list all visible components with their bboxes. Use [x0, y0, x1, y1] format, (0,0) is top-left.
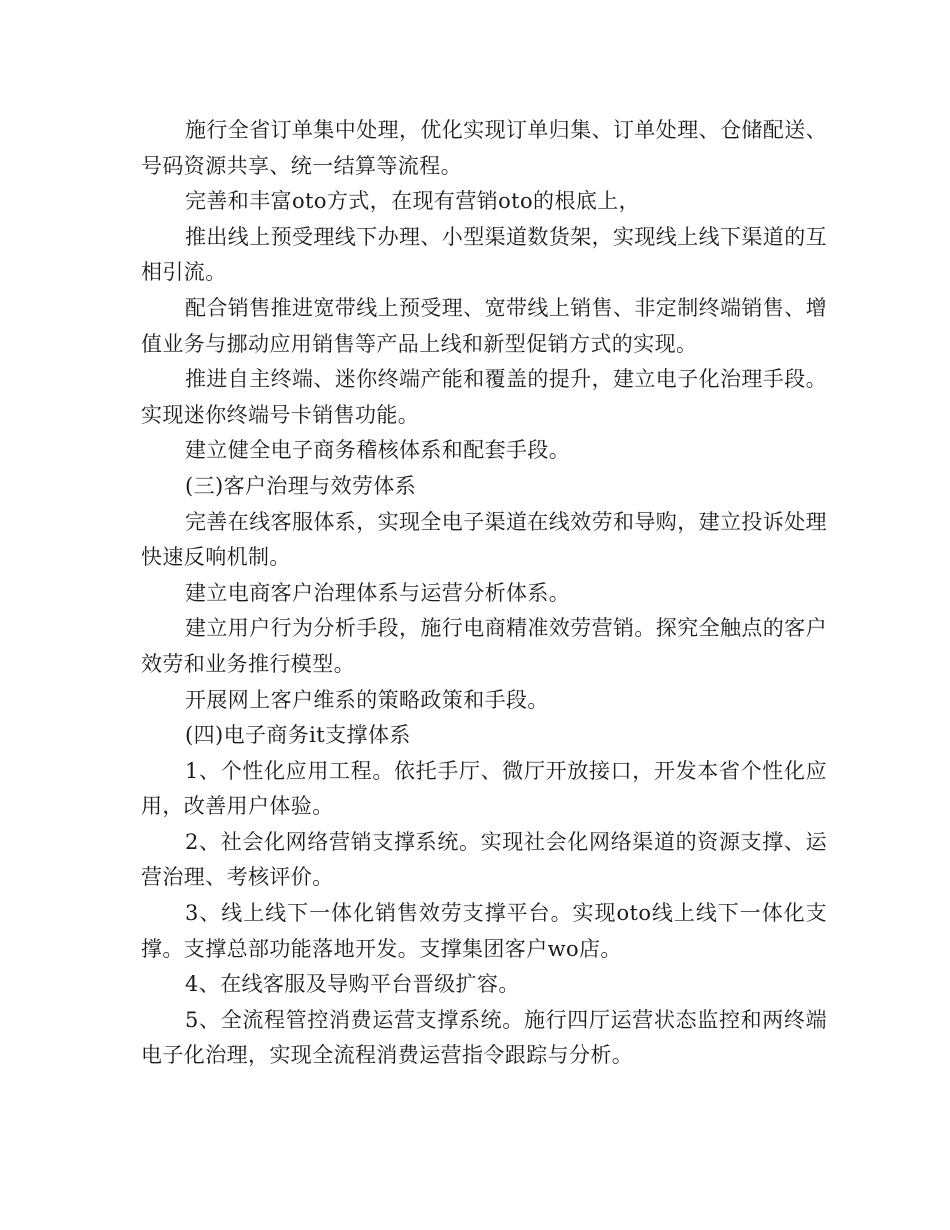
paragraph-online-customer-service: 完善在线客服体系，实现全电子渠道在线效劳和导购，建立投诉处理快速反响机制。	[141, 509, 827, 570]
list-item-customer-service-upgrade: 4、在线客服及导购平台晋级扩容。	[185, 972, 520, 997]
paragraph-sales-promotion: 配合销售推进宽带线上预受理、宽带线上销售、非定制终端销售、增值业务与挪动应用销售等产品上线和新型促销方式的实现。	[141, 295, 827, 356]
list-item-full-process-control: 5、全流程管控消费运营支撑系统。施行四厅运营状态监控和两终端电子化治理，实现全流程消费运营指令跟踪与分析。	[141, 1007, 827, 1068]
paragraph-order-processing: 施行全省订单集中处理，优化实现订单归集、订单处理、仓储配送、号码资源共享、统一结算等流程。	[141, 118, 827, 178]
paragraph-user-behavior-analysis: 建立用户行为分析手段，施行电商精准效劳营销。探究全触点的客户效劳和业务推行模型。	[141, 616, 827, 676]
paragraph-customer-management: 建立电商客户治理体系与运营分析体系。	[185, 580, 571, 605]
list-item-integrated-sales-platform: 3、线上线下一体化销售效劳支撑平台。实现oto线上线下一体化支撑。支撑总部功能落地开发。支撑集团客户wo店。	[141, 901, 827, 961]
paragraph-audit-system: 建立健全电子商务稽核体系和配套手段。	[185, 438, 571, 463]
document-body	[141, 113, 827, 1074]
section-heading-customer-service: (三)客户治理与效劳体系	[185, 473, 417, 498]
paragraph-online-offline-channels: 推出线上预受理线下办理、小型渠道数货架，实现线上线下渠道的互相引流。	[141, 224, 827, 285]
list-item-social-marketing: 2、社会化网络营销支撑系统。实现社会化网络渠道的资源支撑、运营治理、考核评价。	[141, 829, 827, 890]
paragraph-oto-mode: 完善和丰富oto方式，在现有营销oto的根底上，	[185, 189, 641, 214]
paragraph-customer-retention: 开展网上客户维系的策略政策和手段。	[185, 687, 549, 712]
paragraph-terminal-capacity: 推进自主终端、迷你终端产能和覆盖的提升，建立电子化治理手段。实现迷你终端号卡销售功能。	[141, 367, 827, 427]
list-item-personalized-apps: 1、个性化应用工程。依托手厅、微厅开放接口，开发本省个性化应用，改善用户体验。	[141, 758, 827, 819]
section-heading-it-support: (四)电子商务it支撑体系	[185, 723, 411, 748]
